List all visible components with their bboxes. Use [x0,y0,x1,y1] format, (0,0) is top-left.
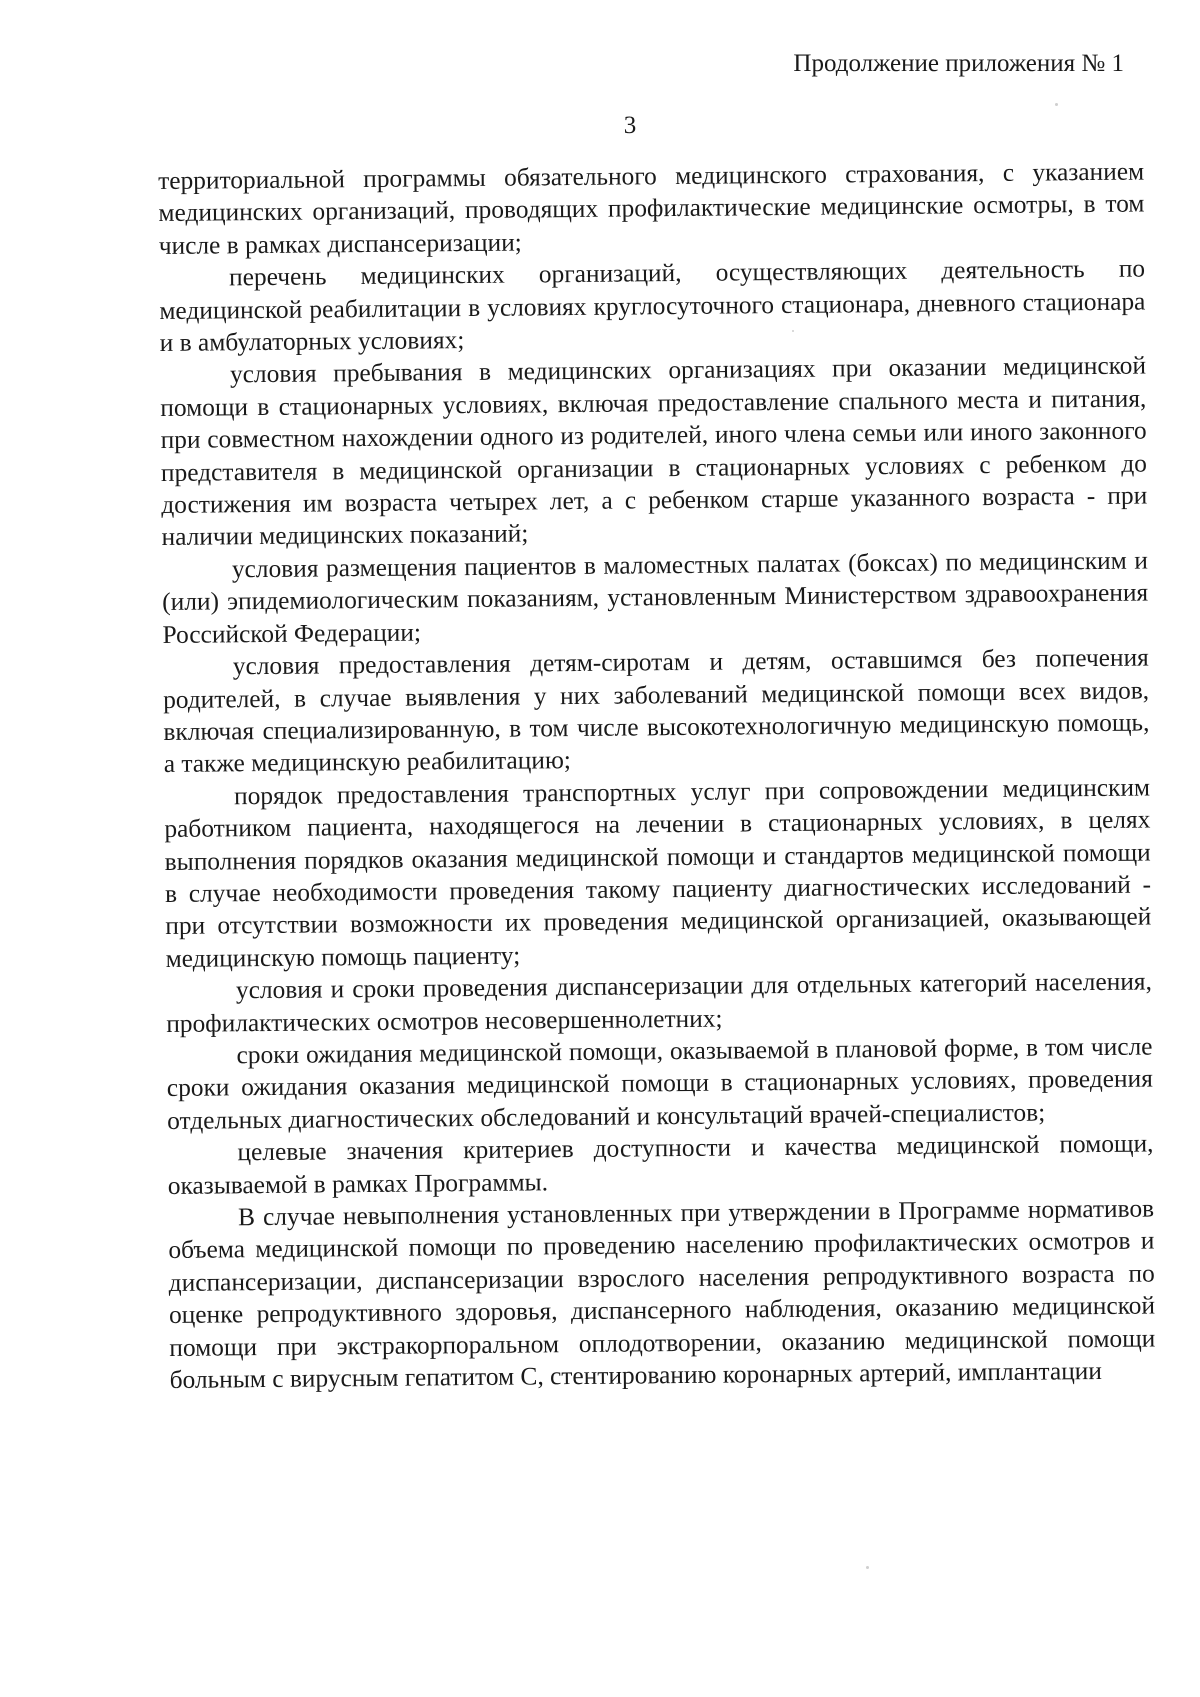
paragraph-ward-placement: условия размещения пациентов в маломестных палатах (боксах) по медицинским и (или) эпидемиологическим показаниям, установленным Министерством здравоохранения Российской Федерации; [162,546,1149,649]
paragraph-orphan-care: условия предоставления детям-сиротам и детям, оставшимся без попечения родителей, в случае выявления у них заболеваний медицинской помощи всех видов, включая специализированную, в том числе высокотехнологичную медицинскую помощь, а также медицинскую реабилитацию; [162,643,1150,779]
paragraph-target-criteria: целевые значения критериев доступности и качества медицинской помощи, оказываемой в рамках Программы. [167,1129,1154,1200]
paragraph-waiting-times: сроки ожидания медицинской помощи, оказываемой в плановой форме, в том числе сроки ожидания оказания медицинской помощи в стационарных условиях, проведения отдельных диагностических обследований и консультаций врачей-специалистов; [166,1032,1153,1135]
scan-artifact [792,330,794,332]
document-body [158,156,1156,1397]
paragraph-rehabilitation-organizations: перечень медицинских организаций, осуществляющих деятельность по медицинской реабилитации в условиях круглосуточного стационара, дневного стационара и в амбулаторных условиях; [159,254,1146,358]
paragraph-transport-services: порядок предоставления транспортных услуг при сопровождении медицинским работником пациента, находящегося на лечении в стационарных условиях, в целях выполнения порядков оказания медицинской помощи и стандартов медицинской помощи в случае необходимости проведения такому пациенту диагностических исследований - при отсутствии возможности их проведения медицинской организацией, оказывающей медицинскую помощь пациенту; [164,773,1152,973]
scan-artifact [1055,103,1058,106]
paragraph-dispensary-terms: условия и сроки проведения диспансеризации для отдельных категорий населения, профилактических осмотров несовершеннолетних; [166,967,1153,1038]
page-number: 3 [623,112,637,139]
paragraph-stay-conditions: условия пребывания в медицинских организациях при оказании медицинской помощи в стационарных условиях, включая предоставление спального места и питания, при совместном нахождении одного из родителей, иного члена семьи или иного законного представителя в медицинской организации в стационарных условиях с ребенком до достижения им возраста четырех лет, а с ребенком старше указанного возраста - при наличии медицинских показаний; [160,351,1148,552]
paragraph-1-continuation: территориальной программы обязательного медицинского страхования, с указанием медицинских организаций, проводящих профилактические медицинские осмотры, в том числе в рамках диспансеризации; [158,157,1145,260]
paragraph-volume-norms: В случае невыполнения установленных при утверждении в Программе нормативов объема медицинской помощи по проведению населению профилактических осмотров и диспансеризации, диспансеризации взрослого населения репродуктивного возраста по оценке репродуктивного здоровья, диспансерного наблюдения, оказанию медицинской помощи при экстракорпоральном оплодотворении, оказанию медицинской помощи больным с вирусным гепатитом С, стентированию коронарных артерий, имплантации [168,1194,1156,1394]
appendix-continuation-header: Продолжение приложения № 1 [793,50,1124,77]
scan-artifact [866,1566,869,1569]
